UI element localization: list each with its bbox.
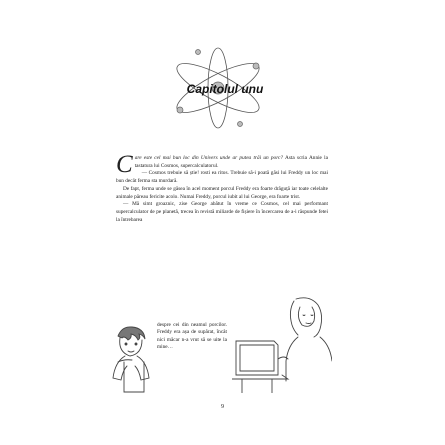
- opening-rest: Asta scria Annie la tastatura lui Cosmos, supercalculatorul.: [134, 155, 328, 169]
- drop-cap: C: [116, 151, 133, 178]
- chapter-title: Capitolul unu: [186, 82, 264, 96]
- paragraph-4: — Mă simt groaznic, zise George abătut în vreme ce Cosmos, cel mai performant supercalculator de pe planetă, trecea în revistă miliarde de fișiere în încercarea de a-i răspunde fetei la întrebarea: [116, 201, 328, 223]
- body-text: [116, 151, 328, 224]
- girl-at-laptop-illustration-icon: [232, 293, 332, 393]
- paragraph-2: — Cosmos trebuie să știe! rosti ea ritos. Trebuie să-i poată găsi lui Freddy un loc mai bun decât ferma sta murdară.: [116, 170, 328, 185]
- paragraph-3: De fapt, ferma unde se găsea în acel moment porcul Freddy era foarte drăguță iar toate celelalte animale păreau fericite acolo. Numai Freddy, porcul iubit al lui George, era foarte trist.: [116, 185, 328, 200]
- wrapped-text: [157, 322, 227, 352]
- opening-question: are este cel mai bun loc din Univers unde ar putea trăi un porc?: [134, 155, 284, 161]
- paragraph-5: despre cei din neamul porcilor. Freddy era așa de supărat, încât nici măcar n-a vrut să se uite la mine…: [157, 322, 227, 351]
- page-number: 9: [221, 404, 224, 410]
- boy-illustration-icon: [108, 322, 156, 400]
